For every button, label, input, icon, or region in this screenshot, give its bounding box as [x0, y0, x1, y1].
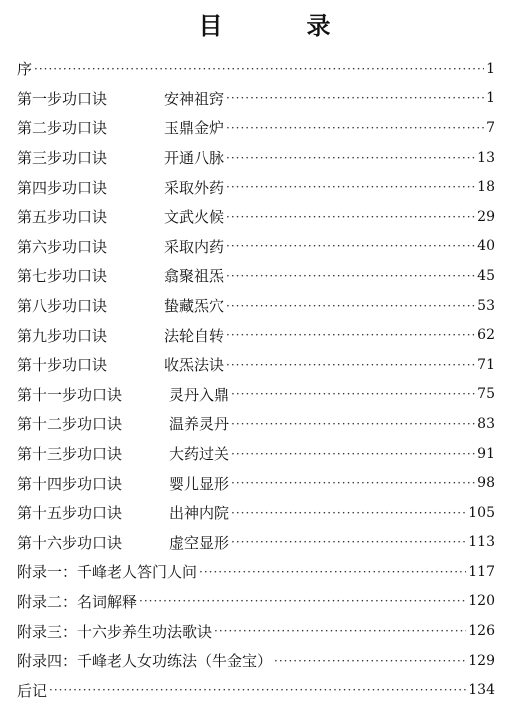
leader-dots — [34, 62, 484, 76]
leader-dots — [231, 447, 475, 461]
leader-dots — [226, 239, 475, 253]
toc-entry-step-10[interactable] — [17, 350, 495, 380]
toc-entry-step-6[interactable] — [17, 232, 495, 262]
leader-dots — [199, 565, 466, 579]
entry-title: 虚空显形 — [169, 533, 230, 552]
toc-entry-appendix-4[interactable] — [17, 646, 495, 676]
entry-title: 大药过关 — [169, 445, 230, 464]
toc-entry-step-14[interactable] — [17, 468, 495, 498]
step-label: 第十二步功口诀 — [17, 415, 123, 434]
page-number: 1 — [486, 90, 495, 107]
entry-title: 灵丹入鼎 — [169, 385, 230, 404]
leader-dots — [226, 151, 475, 165]
entry-label: 序 — [17, 60, 33, 79]
leader-dots — [226, 269, 475, 283]
page-number: 129 — [468, 652, 495, 669]
page-number: 62 — [477, 327, 495, 344]
step-label: 第一步功口诀 — [17, 89, 108, 108]
page-number: 29 — [477, 208, 495, 225]
leader-dots — [274, 654, 466, 668]
toc-entry-appendix-3[interactable] — [17, 616, 495, 646]
entry-title: 蛰藏炁穴 — [164, 297, 225, 316]
entry-title: 出神内院 — [169, 504, 230, 523]
step-label: 第十一步功口诀 — [17, 385, 123, 404]
page-number: 71 — [477, 356, 495, 373]
page-number: 113 — [468, 534, 495, 551]
toc-entry-step-1[interactable] — [17, 84, 495, 114]
step-label: 第十四步功口诀 — [17, 474, 123, 493]
toc-entry-step-11[interactable] — [17, 380, 495, 410]
appendix-label: 附录三： — [17, 622, 78, 641]
step-label: 第四步功口诀 — [17, 178, 108, 197]
leader-dots — [226, 180, 475, 194]
entry-label: 后记 — [17, 681, 48, 700]
page-number: 75 — [477, 386, 495, 403]
step-label: 第十步功口诀 — [17, 356, 108, 375]
toc-entry-step-13[interactable] — [17, 439, 495, 469]
toc-entry-appendix-1[interactable] — [17, 557, 495, 587]
page-number: 83 — [477, 415, 495, 432]
page-title: 目 录 — [198, 11, 361, 40]
step-label: 第六步功口诀 — [17, 237, 108, 256]
entry-title: 法轮自转 — [164, 326, 225, 345]
page-number: 13 — [477, 149, 495, 166]
toc-entry-afterword[interactable] — [17, 675, 495, 705]
toc-entry-step-7[interactable] — [17, 261, 495, 291]
entry-title: 采取外药 — [164, 178, 225, 197]
leader-dots — [49, 683, 466, 697]
leader-dots — [231, 417, 475, 431]
step-label: 第五步功口诀 — [17, 208, 108, 227]
leader-dots — [226, 299, 475, 313]
entry-title: 名词解释 — [77, 592, 138, 611]
appendix-label: 附录一： — [17, 563, 78, 582]
leader-dots — [231, 535, 466, 549]
leader-dots — [226, 91, 484, 105]
toc-entry-step-12[interactable] — [17, 409, 495, 439]
entry-title: 十六步养生功法歌诀 — [77, 622, 213, 641]
page-number: 53 — [477, 297, 495, 314]
leader-dots — [226, 358, 475, 372]
toc-entry-appendix-2[interactable] — [17, 587, 495, 617]
toc-entry-step-5[interactable] — [17, 202, 495, 232]
toc-entry-step-4[interactable] — [17, 172, 495, 202]
appendix-label: 附录四： — [17, 652, 78, 671]
leader-dots — [226, 210, 475, 224]
leader-dots — [226, 328, 475, 342]
toc-entry-step-16[interactable] — [17, 528, 495, 558]
page-number: 7 — [486, 119, 495, 136]
toc-entry-step-2[interactable] — [17, 113, 495, 143]
page-number: 18 — [477, 179, 495, 196]
entry-title: 翕聚祖炁 — [164, 267, 225, 286]
page-number: 120 — [468, 593, 495, 610]
entry-title: 文武火候 — [164, 208, 225, 227]
leader-dots — [231, 387, 475, 401]
entry-title: 千峰老人女功练法（牛金宝） — [77, 652, 273, 671]
toc-entry-step-9[interactable] — [17, 320, 495, 350]
page-number: 117 — [468, 563, 495, 580]
page-number: 105 — [468, 504, 495, 521]
step-label: 第十三步功口诀 — [17, 445, 123, 464]
step-label: 第七步功口诀 — [17, 267, 108, 286]
entry-title: 婴儿显形 — [169, 474, 230, 493]
page-number: 45 — [477, 267, 495, 284]
entry-title: 采取内药 — [164, 237, 225, 256]
step-label: 第三步功口诀 — [17, 149, 108, 168]
appendix-label: 附录二： — [17, 592, 78, 611]
step-label: 第十六步功口诀 — [17, 533, 123, 552]
page-number: 126 — [468, 623, 495, 640]
entry-title: 安神祖窍 — [164, 89, 225, 108]
toc-entry-step-3[interactable] — [17, 143, 495, 173]
page-number: 91 — [477, 445, 495, 462]
leader-dots — [214, 624, 466, 638]
page-number: 40 — [477, 238, 495, 255]
entry-title: 收炁法诀 — [164, 356, 225, 375]
page-number: 134 — [468, 682, 495, 699]
toc-entry-step-15[interactable] — [17, 498, 495, 528]
entry-title: 千峰老人答门人问 — [77, 563, 198, 582]
step-label: 第八步功口诀 — [17, 297, 108, 316]
step-label: 第二步功口诀 — [17, 119, 108, 138]
leader-dots — [231, 476, 475, 490]
leader-dots — [231, 506, 466, 520]
step-label: 第九步功口诀 — [17, 326, 108, 345]
toc-entry-preface[interactable] — [17, 54, 495, 84]
table-of-contents — [17, 54, 495, 705]
entry-title: 开通八脉 — [164, 149, 225, 168]
entry-title: 温养灵丹 — [169, 415, 230, 434]
leader-dots — [139, 594, 466, 608]
toc-entry-step-8[interactable] — [17, 291, 495, 321]
step-label: 第十五步功口诀 — [17, 504, 123, 523]
page-number: 1 — [486, 60, 495, 77]
entry-title: 玉鼎金炉 — [164, 119, 225, 138]
leader-dots — [226, 121, 484, 135]
page-number: 98 — [477, 475, 495, 492]
